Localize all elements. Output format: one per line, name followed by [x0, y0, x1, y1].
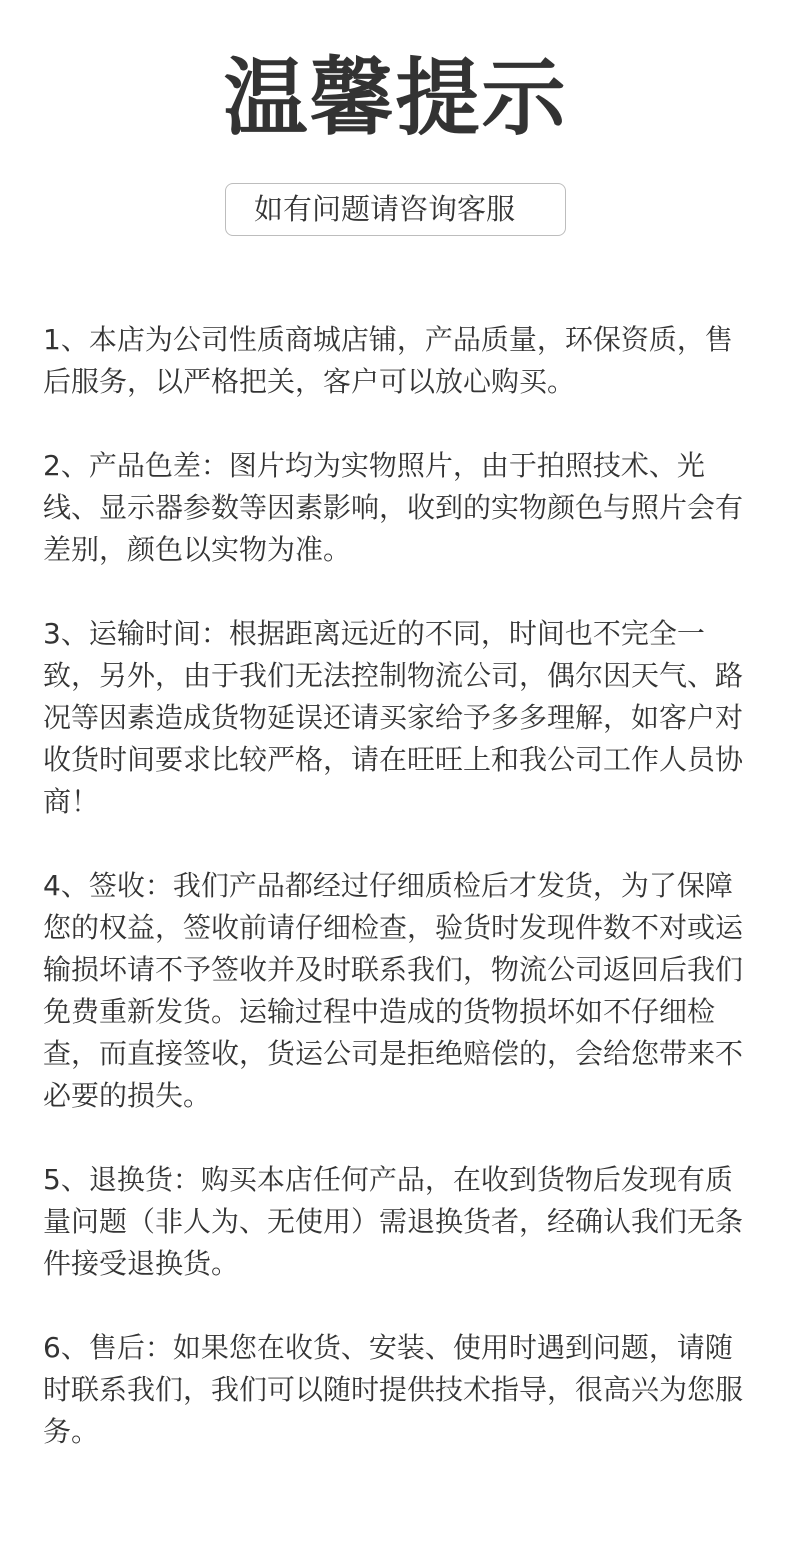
notice-item-color-difference: 2、产品色差：图片均为实物照片，由于拍照技术、光线、显示器参数等因素影响，收到的实物颜色与照片会有差别，颜色以实物为准。 — [43, 449, 744, 566]
notice-item-returns: 5、退换货：购买本店任何产品，在收到货物后发现有质量问题（非人为、无使用）需退换货者，经确认我们无条件接受退换货。 — [43, 1163, 744, 1280]
notice-item-delivery-signing: 4、签收：我们产品都经过仔细质检后才发货，为了保障您的权益，签收前请仔细检查，验货时发现件数不对或运输损坏请不予签收并及时联系我们，物流公司返回后我们免费重新发货。运输过程中造成的货物损坏如不仔细检查，而直接签收，货运公司是拒绝赔偿的，会给您带来不必要的损失。 — [43, 869, 744, 1112]
notice-item-after-sales: 6、售后：如果您在收货、安装、使用时遇到问题，请随时联系我们，我们可以随时提供技术指导，很高兴为您服务。 — [43, 1331, 744, 1448]
contact-customer-service-button[interactable]: 如有问题请咨询客服 — [225, 183, 566, 236]
notice-content — [43, 319, 755, 1495]
notice-item-store-quality: 1、本店为公司性质商城店铺，产品质量，环保资质，售后服务，以严格把关，客户可以放心购买。 — [43, 323, 733, 398]
notice-item-shipping-time: 3、运输时间：根据距离远近的不同，时间也不完全一致，另外，由于我们无法控制物流公司，偶尔因天气、路况等因素造成货物延误还请买家给予多多理解，如客户对收货时间要求比较严格，请在旺旺上和我公司工作人员协商！ — [43, 617, 744, 818]
page-title: 温馨提示 — [223, 49, 568, 147]
